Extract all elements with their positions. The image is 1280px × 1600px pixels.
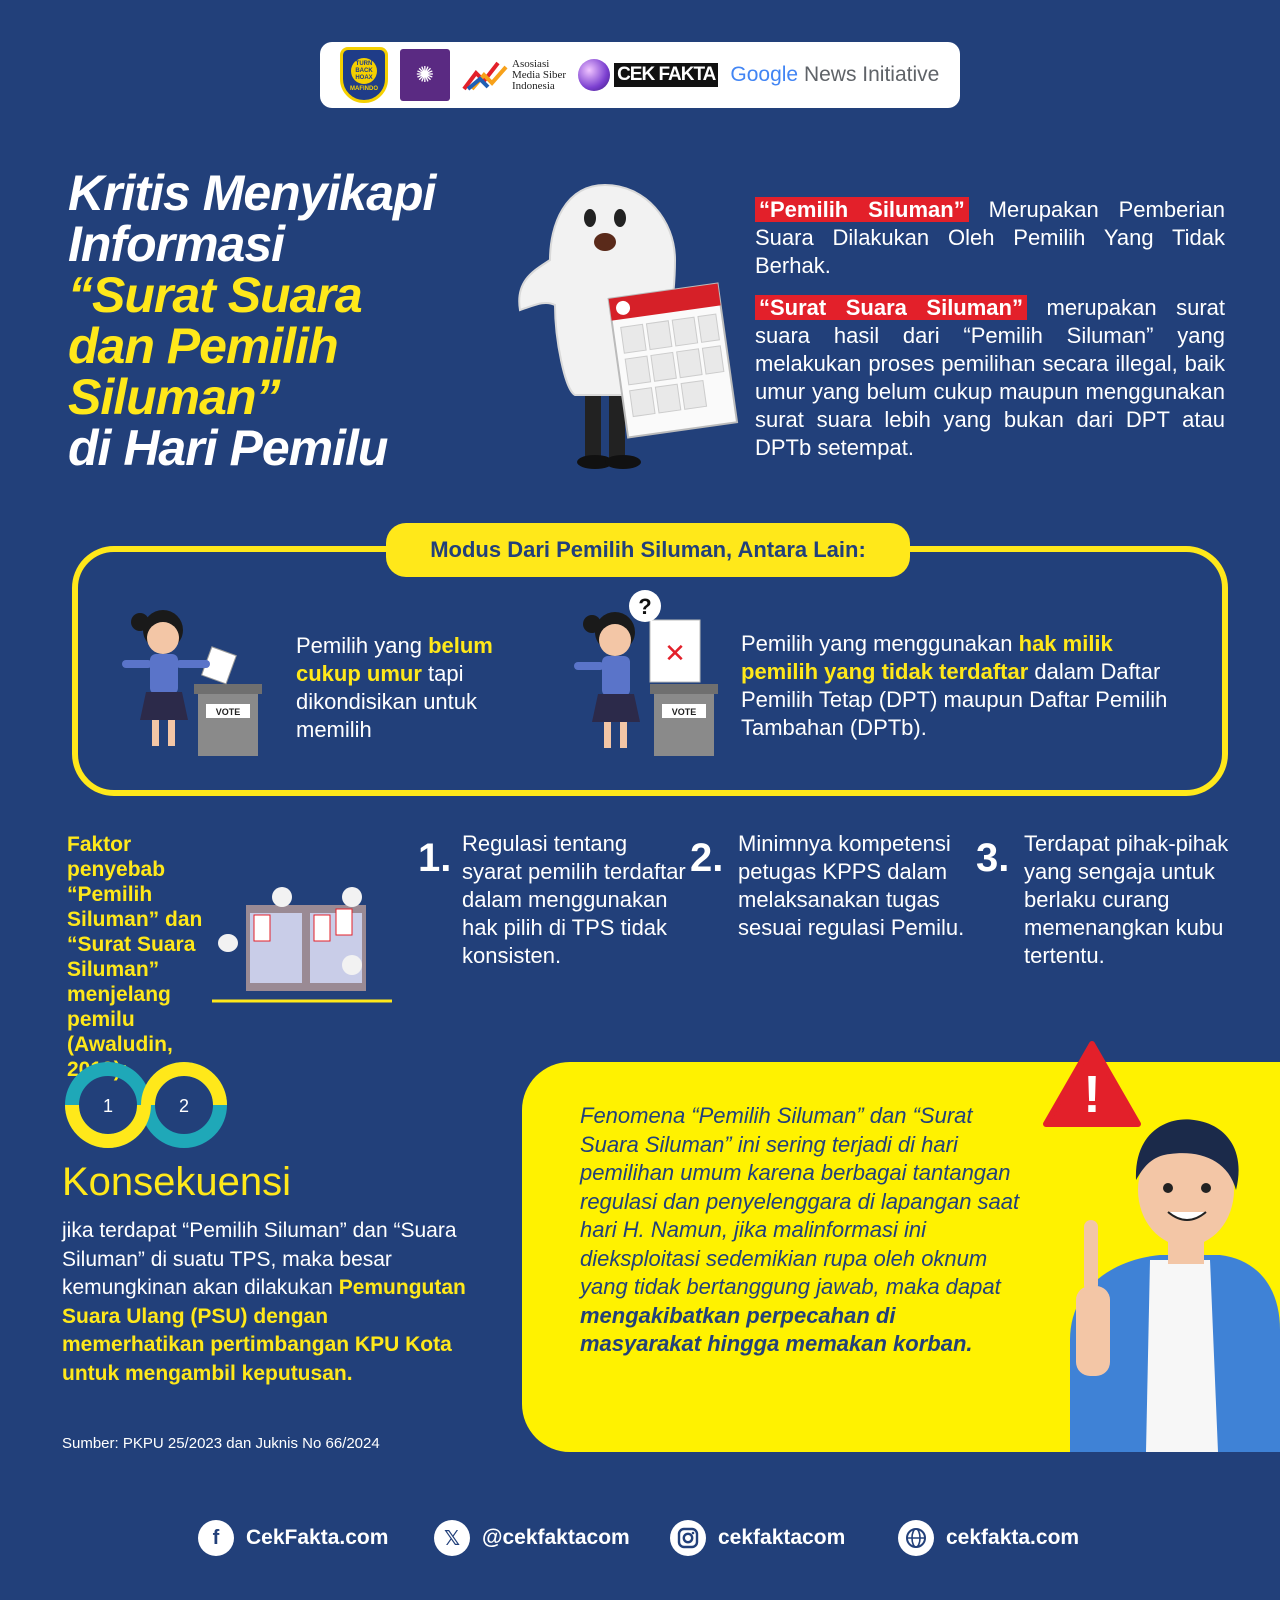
- mafindo-caption: MAFINDO: [350, 86, 378, 92]
- cekfakta-wordmark: CEK FAKTA: [614, 63, 718, 87]
- faktor-title: Faktor penyebab “Pemilih Siluman” dan “Surat Suara Siluman” menjelang pemilu (Awaludin, 2019):: [67, 833, 203, 1081]
- konsekuensi-text-pre: jika terdapat “Pemilih Siluman” dan “Suara Siluman” di suatu TPS, maka besar kemungkinan akan dilakukan: [62, 1219, 457, 1299]
- title-line5: Siluman”: [68, 369, 280, 425]
- definition-surat-suara-siluman: [755, 294, 1225, 462]
- amsi-line3: Indonesia: [512, 79, 555, 92]
- term-surat-suara-siluman: “Surat Suara Siluman”: [755, 295, 1027, 320]
- modus1-bold: belum cukup umur: [296, 633, 493, 686]
- social-footer: [0, 1520, 1280, 1560]
- google-news-initiative-logo: [730, 63, 939, 87]
- modus-heading: Modus Dari Pemilih Siluman, Antara Lain:: [386, 523, 910, 577]
- modus2-bold: hak milik pemilih yang tidak terdaftar: [741, 631, 1113, 684]
- purple-institute-logo: ✺: [400, 49, 450, 101]
- mafindo-logo: [340, 47, 388, 103]
- x-handle: @cekfaktacom: [482, 1526, 630, 1549]
- callout-text: [580, 1102, 1020, 1359]
- vote-box-label: VOTE: [215, 707, 241, 717]
- girl-voting-illustration-1: [118, 600, 268, 760]
- callout-text-bold: mengakibatkan perpecahan di masyarakat hingga memakan korban.: [580, 1302, 973, 1356]
- infinity-loop-icon: [62, 1060, 238, 1150]
- facebook-icon: f: [198, 1520, 234, 1556]
- warning-mark: !: [1083, 1066, 1101, 1124]
- title-line2: Informasi: [68, 216, 285, 272]
- konsekuensi-text-bold: Pemungutan Suara Ulang (PSU) dengan memerhatikan pertimbangan KPU Kota untuk mengambil keputusan.: [62, 1276, 466, 1385]
- konsekuensi-title: Konsekuensi: [62, 1160, 292, 1204]
- website-link[interactable]: [898, 1520, 1079, 1556]
- vote-box-label-2: VOTE: [671, 707, 697, 717]
- loop-label-1: 1: [102, 1096, 114, 1116]
- amsi-line2: Media Siber: [512, 68, 567, 81]
- term-pemilih-siluman: “Pemilih Siluman”: [755, 197, 969, 222]
- news-initiative-text: News Initiative: [803, 63, 940, 86]
- google-wordmark: Google: [730, 63, 799, 86]
- modus2-pre: Pemilih yang menggunakan: [741, 631, 1019, 656]
- faktor-text-2: Minimnya kompetensi petugas KPPS dalam melaksanakan tugas sesuai regulasi Pemilu.: [738, 831, 965, 940]
- faktor-number-3: 3.: [976, 836, 1010, 880]
- loop-label-2: 2: [178, 1096, 190, 1116]
- instagram-icon: [670, 1520, 706, 1556]
- faktor-number-1: 1.: [418, 836, 452, 880]
- ghost-with-ballot-illustration: [515, 180, 745, 475]
- facebook-handle: CekFakta.com: [246, 1526, 389, 1549]
- page-title: [68, 165, 528, 476]
- website-url: cekfakta.com: [946, 1526, 1080, 1549]
- title-line4: dan Pemilih: [68, 318, 338, 374]
- question-mark-icon: ?: [638, 594, 652, 619]
- modus-item-1: [296, 632, 536, 744]
- x-mark-icon: ✕: [664, 639, 686, 669]
- def1-text: Merupakan Pemberian Suara Dilakukan Oleh Pemilih Yang Tidak Berhak.: [755, 197, 1225, 278]
- faktor-text-3: Terdapat pihak-pihak yang sengaja untuk berlaku curang memenangkan kubu tertentu.: [1024, 831, 1229, 968]
- callout-text-pre: Fenomena “Pemilih Siluman” dan “Surat Suara Siluman” ini sering terjadi di hari pemilihan umum karena berbagai tantangan regulasi dan penyelenggara di lapangan saat hari H. Namun, jika malinformasi ini dieksploitasi sedemikian rupa oleh oknum yang tidak bertanggung jawab, maka dapat: [580, 1103, 1020, 1299]
- cekfakta-orb-icon: [578, 59, 610, 91]
- turnbackhoax-badge: TURN BACK HOAX: [351, 58, 377, 84]
- modus2-post: dalam Daftar Pemilih Tetap (DPT) maupun Daftar Pemilih Tambahan (DPTb).: [741, 659, 1168, 740]
- faktor-text-1: Regulasi tentang syarat pemilih terdaftar dalam menggunakan hak pilih di TPS tidak konsisten.: [462, 831, 686, 968]
- title-line6: di Hari Pemilu: [68, 420, 388, 476]
- facebook-link[interactable]: [198, 1520, 388, 1556]
- title-line1: Kritis Menyikapi: [68, 165, 436, 221]
- x-link[interactable]: [434, 1520, 630, 1556]
- girl-voting-illustration-2: [570, 588, 720, 760]
- modus-item-2: [741, 630, 1181, 742]
- modus1-pre: Pemilih yang: [296, 633, 429, 658]
- instagram-link[interactable]: [670, 1520, 845, 1556]
- def2-text: merupakan surat suara hasil dari “Pemilih Siluman” yang melakukan proses pemilihan secara illegal, baik umur yang belum cukup maupun menggunakan surat suara lebih yang bukan dari DPT atau DPTb setempat.: [755, 295, 1225, 460]
- instagram-handle: cekfaktacom: [718, 1526, 846, 1549]
- title-line3: “Surat Suara: [68, 267, 362, 323]
- source-note: Sumber: PKPU 25/2023 dan Juknis No 66/2024: [62, 1435, 380, 1452]
- amsi-arrows-icon: [462, 59, 508, 91]
- cekfakta-logo: [578, 59, 718, 91]
- definitions-block: [755, 196, 1225, 476]
- amsi-line1: Asosiasi: [512, 57, 550, 70]
- voting-booth-ghosts-illustration: [212, 885, 394, 1005]
- modus1-post: tapi dikondisikan untuk memilih: [296, 661, 478, 742]
- definition-pemilih-siluman: [755, 196, 1225, 280]
- amsi-logo: [462, 59, 566, 92]
- konsekuensi-text: [62, 1217, 472, 1388]
- man-pointing-illustration: [1050, 1110, 1280, 1452]
- x-icon: 𝕏: [434, 1520, 470, 1556]
- partner-logo-bar: [320, 42, 960, 108]
- faktor-number-2: 2.: [690, 836, 724, 880]
- globe-icon: [898, 1520, 934, 1556]
